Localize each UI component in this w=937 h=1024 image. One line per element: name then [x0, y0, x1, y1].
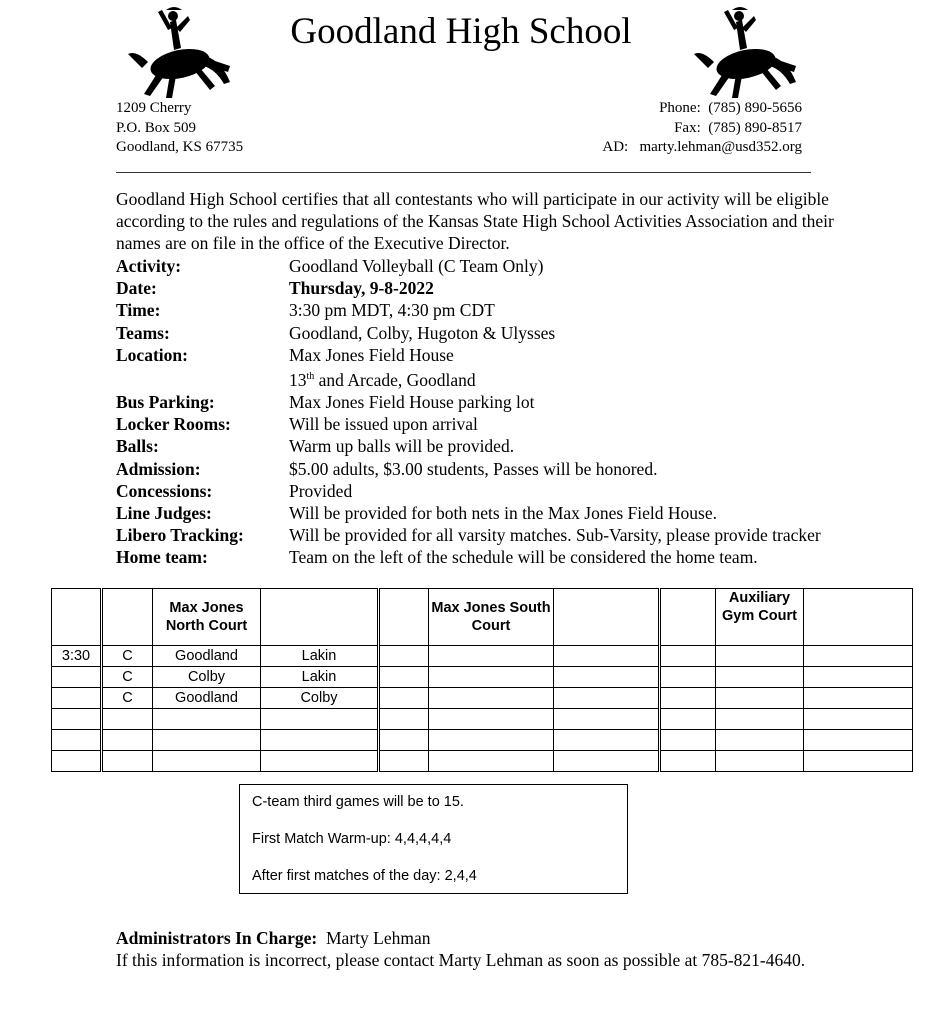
- detail-value: Will be provided for both nets in the Max Jones Field House.: [289, 503, 717, 524]
- detail-value: Team on the left of the schedule will be considered the home team.: [289, 547, 758, 568]
- detail-value: Warm up balls will be provided.: [289, 436, 515, 457]
- detail-value: Max Jones Field House parking lot: [289, 392, 535, 413]
- ad-email: marty.lehman@usd352.org: [639, 139, 802, 155]
- detail-label: Admission:: [116, 458, 201, 479]
- south-court-header: Max Jones South Court: [429, 589, 554, 646]
- match-level: C: [102, 667, 153, 688]
- address-line: 1209 Cherry: [116, 100, 192, 116]
- detail-row-location: [116, 344, 876, 391]
- home-team: Goodland: [153, 688, 261, 709]
- header-divider: [116, 172, 811, 173]
- schedule-header-row: [52, 589, 913, 646]
- detail-label: Location:: [116, 344, 188, 365]
- note-line: First Match Warm-up: 4,4,4,4,4: [252, 831, 452, 847]
- phone-value: (785) 890-5656: [708, 100, 802, 116]
- detail-label: Teams:: [116, 322, 170, 343]
- table-row: [52, 646, 913, 667]
- bronco-rider-logo-icon: [118, 2, 238, 102]
- away-team: Lakin: [261, 646, 379, 667]
- detail-label: Activity:: [116, 256, 182, 276]
- bronco-rider-logo-icon: [684, 2, 804, 102]
- match-level: C: [102, 646, 153, 667]
- detail-label: Concessions:: [116, 480, 213, 501]
- admin-name: Marty Lehman: [326, 928, 431, 948]
- detail-value: Thursday, 9-8-2022: [289, 278, 434, 299]
- page-title: Goodland High School: [290, 11, 632, 52]
- detail-label: Home team:: [116, 547, 208, 568]
- detail-label: Bus Parking:: [116, 392, 215, 413]
- location-line-2: 13th and Arcade, Goodland: [289, 369, 476, 390]
- footer: [116, 927, 846, 971]
- detail-row-balls: [116, 435, 876, 457]
- detail-label: Line Judges:: [116, 503, 212, 524]
- match-time: [52, 667, 102, 688]
- detail-label: Libero Tracking:: [116, 525, 244, 546]
- school-contact: [602, 99, 802, 158]
- match-time: 3:30: [52, 646, 102, 667]
- table-row: [52, 751, 913, 772]
- detail-row-home-team: [116, 546, 876, 568]
- detail-row-teams: [116, 322, 876, 344]
- detail-value: Provided: [289, 480, 353, 501]
- away-team: Lakin: [261, 667, 379, 688]
- detail-value: Goodland Volleyball (C Team Only): [289, 256, 544, 276]
- detail-row-line-judges: [116, 502, 876, 524]
- match-notes-box: [239, 784, 628, 894]
- school-address: [116, 99, 243, 158]
- fax-label: Fax:: [674, 119, 701, 136]
- eligibility-statement: Goodland High School certifies that all contestants who will participate in our activity will be eligible according to the rules and regulations of the Kansas State High School Activities Association and their names are on file in the office of the Executive Director.: [116, 189, 834, 253]
- detail-row-locker-rooms: [116, 413, 876, 435]
- phone-label: Phone:: [659, 100, 701, 116]
- aux-gym-header: Auxiliary Gym Court: [716, 589, 804, 646]
- detail-row-date: [116, 277, 876, 299]
- contact-note: If this information is incorrect, please contact Marty Lehman as soon as possible at 785-821-4640.: [116, 950, 806, 970]
- detail-row-admission: [116, 458, 876, 480]
- location-line-1: Max Jones Field House: [289, 344, 454, 365]
- detail-row-bus-parking: [116, 391, 876, 413]
- north-court-header: Max Jones North Court: [153, 589, 261, 646]
- detail-value: Will be provided for all varsity matches. Sub-Varsity, please provide tracker: [289, 525, 821, 546]
- address-line: P.O. Box 509: [116, 119, 197, 136]
- admin-label: Administrators In Charge:: [116, 928, 318, 948]
- detail-value: $5.00 adults, $3.00 students, Passes will be honored.: [289, 458, 658, 479]
- table-row: [52, 667, 913, 688]
- detail-value: Will be issued upon arrival: [289, 414, 478, 435]
- table-row: [52, 730, 913, 751]
- table-row: [52, 688, 913, 709]
- note-line: C-team third games will be to 15.: [252, 794, 464, 810]
- event-details: [116, 255, 876, 569]
- detail-row-concessions: [116, 480, 876, 502]
- note-line: After first matches of the day: 2,4,4: [252, 868, 477, 884]
- detail-value: Goodland, Colby, Hugoton & Ulysses: [289, 322, 556, 343]
- table-row: [52, 709, 913, 730]
- detail-row-activity: [116, 255, 876, 277]
- detail-row-time: [116, 299, 876, 321]
- ad-label: AD:: [602, 139, 629, 155]
- detail-label: Date:: [116, 278, 157, 299]
- detail-label: Time:: [116, 300, 161, 321]
- detail-value: [289, 344, 876, 391]
- schedule-table: [51, 588, 913, 772]
- away-team: Colby: [261, 688, 379, 709]
- address-line: Goodland, KS 67735: [116, 139, 244, 155]
- detail-label: Balls:: [116, 436, 159, 457]
- home-team: Colby: [153, 667, 261, 688]
- detail-label: Locker Rooms:: [116, 414, 231, 435]
- match-level: C: [102, 688, 153, 709]
- match-time: [52, 688, 102, 709]
- detail-value: 3:30 pm MDT, 4:30 pm CDT: [289, 300, 495, 321]
- detail-row-libero-tracking: [116, 524, 876, 546]
- home-team: Goodland: [153, 646, 261, 667]
- fax-value: (785) 890-8517: [708, 119, 802, 136]
